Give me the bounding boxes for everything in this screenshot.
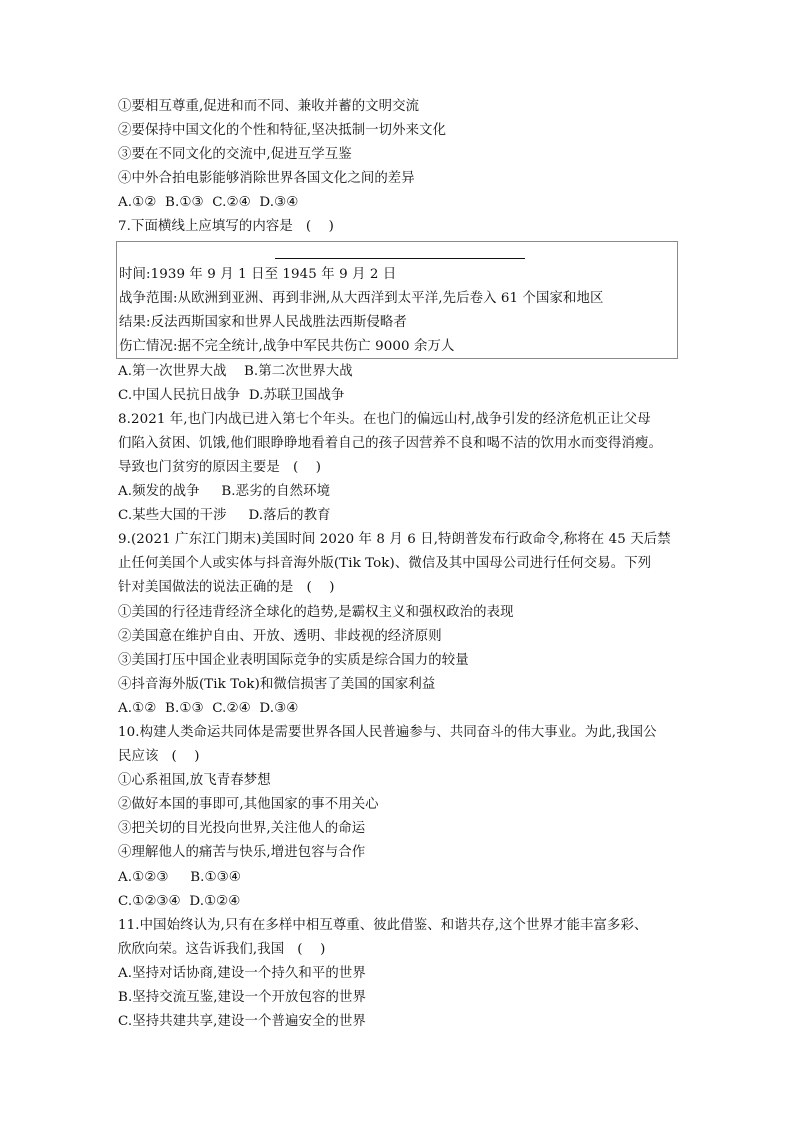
- q9-statement-3: ③美国打压中国企业表明国际竞争的实质是综合国力的较量: [118, 652, 469, 668]
- q7-box-line-time: 时间:1939 年 9 月 1 日至 1945 年 9 月 2 日: [119, 266, 397, 282]
- q9-statement-4: ④抖音海外版(Tik Tok)和微信损害了美国的国家利益: [118, 676, 436, 692]
- q9-statement-1: ①美国的行径违背经济全球化的趋势,是霸权主义和强权政治的表现: [118, 604, 514, 620]
- q8-options-row-2: C.某些大国的干涉 D.落后的教育: [118, 508, 331, 524]
- q8-stem-line-1: 8.2021 年,也门内战已进入第七个年头。在也门的偏远山村,战争引发的经济危机正让父母: [118, 411, 651, 427]
- exam-page: [118, 95, 688, 1034]
- q10-statement-2: ②做好本国的事即可,其他国家的事不用关心: [118, 797, 379, 813]
- q10-statement-1: ①心系祖国,放飞青春梦想: [118, 773, 271, 789]
- q7-stem: 7.下面横线上应填写的内容是 ( ): [118, 219, 335, 235]
- q7-info-box: [116, 241, 678, 359]
- question-11: [118, 914, 688, 1034]
- q7-box-line-scope: 战争范围:从欧洲到亚洲、再到非洲,从大西洋到太平洋,先后卷入 61 个国家和地区: [119, 290, 604, 306]
- question-9: [118, 528, 688, 721]
- q11-option-a: A.坚持对话协商,建设一个持久和平的世界: [118, 965, 366, 981]
- q11-option-b: B.坚持交流互鉴,建设一个开放包容的世界: [118, 990, 366, 1005]
- question-7: [118, 215, 688, 407]
- q11-stem-line-1: 11.中国始终认为,只有在多样中相互尊重、彼此借鉴、和谐共存,这个世界才能丰富多彩、: [118, 917, 648, 933]
- q10-statement-4: ④理解他人的痛苦与快乐,增进包容与合作: [118, 845, 366, 861]
- q7-fill-blank: [275, 244, 525, 259]
- q6-options: A.①② B.①③ C.②④ D.③④: [118, 195, 299, 211]
- q9-stem-line-2: 止任何美国个人或实体与抖音海外版(Tik Tok)、微信及其中国母公司进行任何交易。下列: [118, 556, 652, 572]
- q7-box-line-result: 结果:反法西斯国家和世界人民战胜法西斯侵略者: [119, 314, 407, 330]
- q10-stem-line-1: 10.构建人类命运共同体是需要世界各国人民普遍参与、共同奋斗的伟大事业。为此,我国公: [118, 724, 657, 740]
- q7-options-row-1: A.第一次世界大战 B.第二次世界大战: [118, 363, 353, 379]
- q6-statement-1: ①要相互尊重,促进和而不同、兼收并蓄的文明交流: [118, 99, 420, 114]
- question-10: [118, 721, 688, 914]
- q11-stem-line-2: 欣欣向荣。这告诉我们,我国 ( ): [118, 941, 326, 957]
- q6-statement-2: ②要保持中国文化的个性和特征,坚决抵制一切外来文化: [118, 123, 447, 139]
- q11-option-c: C.坚持共建共享,建设一个普遍安全的世界: [118, 1014, 366, 1030]
- q10-statement-3: ③把关切的目光投向世界,关注他人的命运: [118, 821, 366, 837]
- q10-options-row-2: C.①②③④ D.①②④: [118, 893, 241, 909]
- q9-stem-line-3: 针对美国做法的说法正确的是 ( ): [118, 580, 335, 596]
- q10-options-row-1: A.①②③ B.①③④: [118, 869, 241, 885]
- q9-statement-2: ②美国意在维护自由、开放、透明、非歧视的经济原则: [118, 628, 442, 644]
- q9-options: A.①② B.①③ C.②④ D.③④: [118, 700, 299, 716]
- q10-stem-line-2: 民应该 ( ): [118, 749, 200, 765]
- question-6-continued: [118, 95, 688, 215]
- q8-stem-line-3: 导致也门贫穷的原因主要是 ( ): [118, 459, 322, 475]
- question-8: [118, 408, 688, 528]
- q6-statement-4: ④中外合拍电影能够消除世界各国文化之间的差异: [118, 171, 415, 187]
- q8-stem-line-2: 们陷入贫困、饥饿,他们眼睁睁地看着自己的孩子因营养不良和喝不洁的饮用水而变得消瘦。: [118, 435, 662, 451]
- q9-stem-line-1: 9.(2021 广东江门期末)美国时间 2020 年 8 月 6 日,特朗普发布行政命令,称将在 45 天后禁: [118, 532, 671, 548]
- q6-statement-3: ③要在不同文化的交流中,促进互学互鉴: [118, 147, 352, 163]
- q8-options-row-1: A.频发的战争 B.恶劣的自然环境: [118, 484, 331, 500]
- q7-options-row-2: C.中国人民抗日战争 D.苏联卫国战争: [118, 387, 345, 403]
- q7-box-line-casualties: 伤亡情况:据不完全统计,战争中军民共伤亡 9000 余万人: [119, 338, 455, 354]
